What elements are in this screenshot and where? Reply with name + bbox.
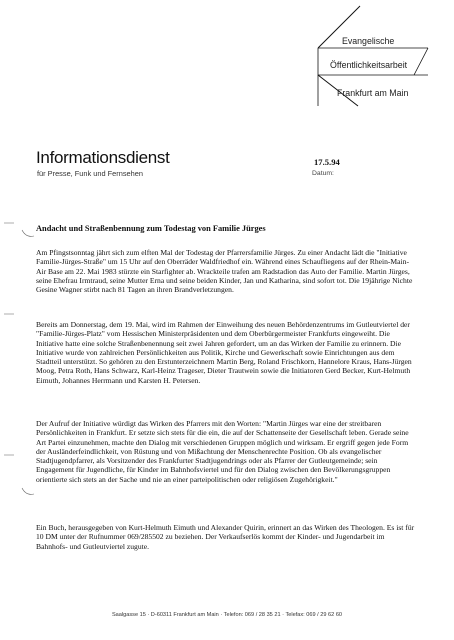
punch-mark-2 [22, 488, 34, 494]
logo-line-evangelische: Evangelische [342, 36, 395, 46]
article-paragraph: Bereits am Donnerstag, dem 19. Mai, wird im Rahmen der Einweihung des neuen Behördenzentrums im Gutleutviertel der "Familie-Jürges-Platz" vom Hessischen Ministerpräsidenten und dem Oberbürgermeister Frankfurts eingeweiht. Die Initiative hatte eine solche Straßenbenennung seit zwei Jahren gefordert, um an das Wirken der Familie zu erinnern. Die Initiative wurde von zahlreichen Persönlichkeiten aus Politik, Kirche und Gewerkschaft sowie Einrichtungen aus dem Stadtteil unterstützt. So gehören zu den Erstunterzeichnern Martin Berg, Roland Frischkorn, Hannelore Kraus, Hans-Jürgen Moog, Petra Roth, Hans Schwarz, Karl-Heinz Trageser, Dieter Trautwein sowie die Initiatoren Gerd Becker, Kurt-Helmuth Eimuth, Johannes Herrmann und Karsten H. Petersen. [36, 320, 412, 385]
organization-logo [0, 0, 454, 120]
punch-mark-1 [22, 230, 34, 236]
footer-contact: Saalgasse 15 · D-60311 Frankfurt am Main · Telefon: 069 / 28 35 21 · Telefax: 069 / 29 62 60 [111, 612, 343, 618]
page-subtitle: für Presse, Funk und Fernsehen [37, 169, 143, 178]
document-date: 17.5.94 [314, 157, 340, 167]
logo-diagonal-right [414, 48, 428, 75]
page-title: Informationsdienst [36, 148, 170, 167]
date-label: Datum: [312, 170, 334, 177]
article-paragraph: Ein Buch, herausgegeben von Kurt-Helmuth Eimuth und Alexander Quirin, erinnert an das Wirken des Theologen. Es ist für 10 DM unter der Rufnummer 069/285502 zu beziehen. Der Verkaufserlös kommt der Kinder- und Jugendarbeit im Bahnhofs- und Gutleutviertel zugute. [36, 523, 415, 551]
logo-line-frankfurt: Frankfurt am Main [337, 88, 409, 98]
article-paragraph: Der Aufruf der Initiative würdigt das Wirken des Pfarrers mit den Worten: "Martin Jürges war eine der streitbaren Persönlichkeiten in Frankfurt. Er setzte sich stets für die ein, die auf der Schattenseite der Gesellschaft leben. Gerade seine Art Partei einzunehmen, machte den Dialog mit verschiedenen Gruppen möglich und wirksam. Er ergriff gegen jede Form der Ausländerfeindlichkeit, von Rüstung und von Mißachtung der Menschenrechte Position. Ob als evangelischer Stadtjugendpfarrer, als Vorsitzender des Frankfurter Stadtjugendrings oder als Pfarrer der Gutleutgemeinde; sein Engagement für Jugendliche, für Kinder im Bahnhofsviertel und für den Dialog zwischen den Bevölkerungsgruppen orientierte sich stets an der Sache und nie an einer parteipolitischen oder religiösen Zugehörigkeit." [36, 419, 409, 484]
article-heading: Andacht und Straßenbennung zum Todestag von Familie Jürges [36, 224, 266, 233]
margin-marks [0, 0, 40, 640]
logo-line-oeffentlichkeitsarbeit: Öffentlichkeitsarbeit [330, 60, 408, 70]
article-paragraph: Am Pfingstsonntag jährt sich zum elften Mal der Todestag der Pfarrersfamilie Jürges. Zu einer Andacht lädt die "Initiative Familie-Jürges-Straße" um 15 Uhr auf den Oberräder Waldfriedhof ein. Während eines Schaufliegens auf der Rhein-Main-Air Base am 22. Mai 1983 stürzte ein Starfighter ab. Wrackteile trafen am Radstadion das Auto der Familie. Martin Jürges, seine Ehefrau Irmtraud, seine Mutter Erna und seine beiden Kinder, Jan und Katharina, sind sofort tot. Die 19jährige Nichte Gesine Wagner stirbt nach 81 Tagen an ihren Brandverletzungen. [36, 248, 413, 295]
